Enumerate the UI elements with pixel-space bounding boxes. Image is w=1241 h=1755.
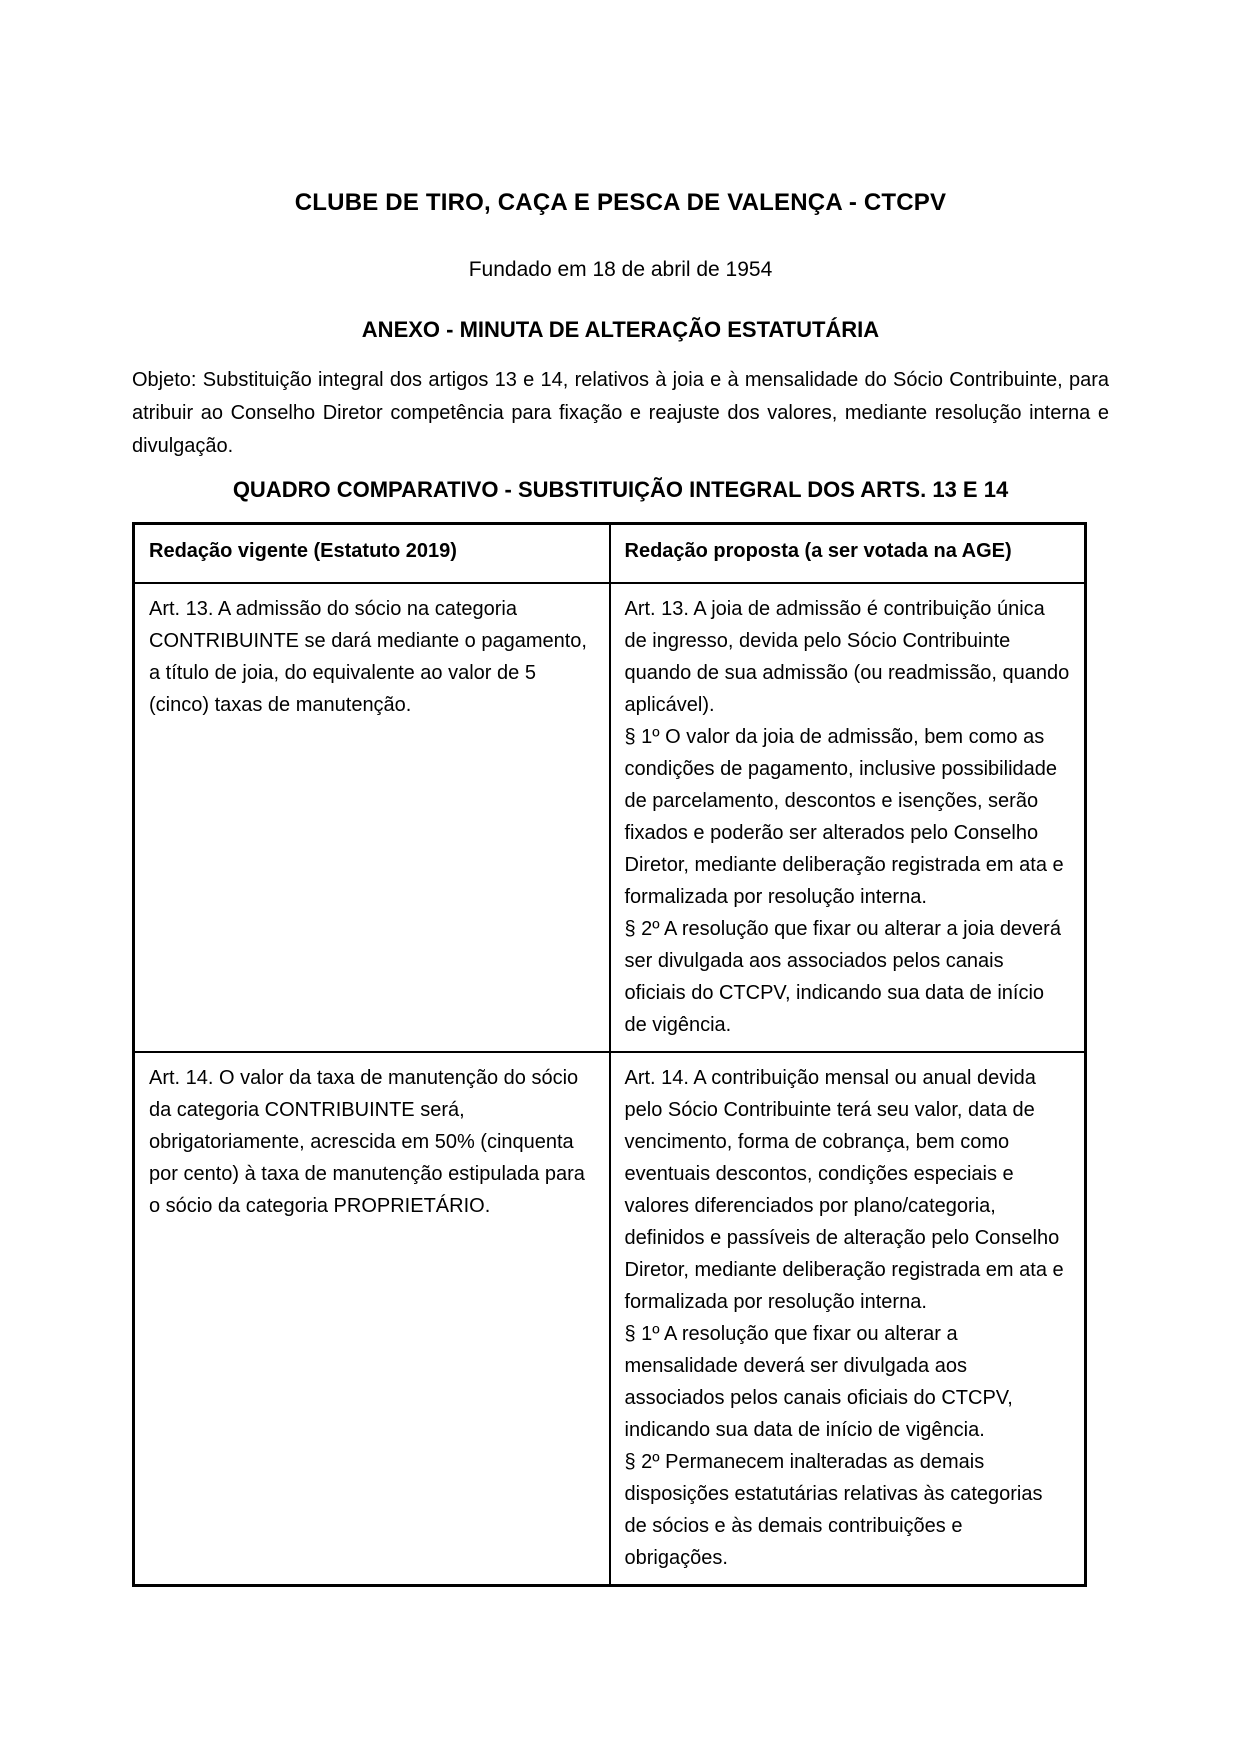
document-title: CLUBE DE TIRO, CAÇA E PESCA DE VALENÇA - CTCPV — [294, 189, 947, 216]
table-row-2 — [134, 1052, 1086, 1586]
table-cell-current-2 — [134, 1052, 610, 1586]
cell-paragraph: § 1º A resolução que fixar ou alterar a mensalidade deverá ser divulgada aos associados pelos canais oficiais do CTCPV, indicando sua data de início de vigência. — [624, 1323, 1013, 1441]
cell-paragraph: Art. 14. A contribuição mensal ou anual devida pelo Sócio Contribuinte terá seu valor, data de vencimento, forma de cobrança, bem como eventuais descontos, condições especiais e valores diferenciados por plano/categoria, definidos e passíveis de alteração pelo Conselho Diretor, mediante deliberação registrada em ata e formalizada por resolução interna. — [624, 1067, 1064, 1313]
objeto-paragraph: Objeto: Substituição integral dos artigos 13 e 14, relativos à joia e à mensalidade do Sócio Contribuinte, para atribuir ao Conselho Diretor competência para fixação e reajuste dos valores, mediante resolução interna e divulgação. — [132, 369, 1109, 457]
table-cell-current-1 — [134, 583, 610, 1052]
comparison-table-heading: QUADRO COMPARATIVO - SUBSTITUIÇÃO INTEGRAL DOS ARTS. 13 E 14 — [232, 477, 1009, 502]
comparison-table — [132, 522, 1087, 1587]
table-row-1 — [134, 583, 1086, 1052]
column-header-current: Redação vigente (Estatuto 2019) — [134, 524, 610, 584]
cell-paragraph: § 1º O valor da joia de admissão, bem como as condições de pagamento, inclusive possibilidade de parcelamento, descontos e isenções, serão fixados e poderão ser alterados pelo Conselho Diretor, mediante deliberação registrada em ata e formalizada por resolução interna. — [624, 726, 1064, 908]
comparison-table-head — [134, 524, 1086, 584]
cell-paragraph: Art. 13. A admissão do sócio na categoria CONTRIBUINTE se dará mediante o pagamento, a título de joia, do equivalente ao valor de 5 (cinco) taxas de manutenção. — [149, 598, 587, 716]
cell-paragraph: Art. 14. O valor da taxa de manutenção do sócio da categoria CONTRIBUINTE será, obrigatoriamente, acrescida em 50% (cinquenta por cento) à taxa de manutenção estipulada para o sócio da categoria PROPRIETÁRIO. — [149, 1067, 585, 1217]
table-cell-proposed-2 — [610, 1052, 1086, 1586]
comparison-table-body — [134, 583, 1086, 1586]
table-cell-proposed-1 — [610, 583, 1086, 1052]
cell-paragraph: § 2º A resolução que fixar ou alterar a joia deverá ser divulgada aos associados pelos canais oficiais do CTCPV, indicando sua data de início de vigência. — [624, 918, 1061, 1036]
cell-paragraph: § 2º Permanecem inalteradas as demais disposições estatutárias relativas às categorias de sócios e às demais contribuições e obrigações. — [624, 1451, 1043, 1569]
table-header-row — [134, 524, 1086, 584]
column-header-proposed: Redação proposta (a ser votada na AGE) — [610, 524, 1086, 584]
annex-heading: ANEXO - MINUTA DE ALTERAÇÃO ESTATUTÁRIA — [361, 317, 880, 342]
founded-date-line: Fundado em 18 de abril de 1954 — [468, 258, 773, 281]
cell-paragraph: Art. 13. A joia de admissão é contribuição única de ingresso, devida pelo Sócio Contribuinte quando de sua admissão (ou readmissão, quando aplicável). — [624, 598, 1070, 716]
